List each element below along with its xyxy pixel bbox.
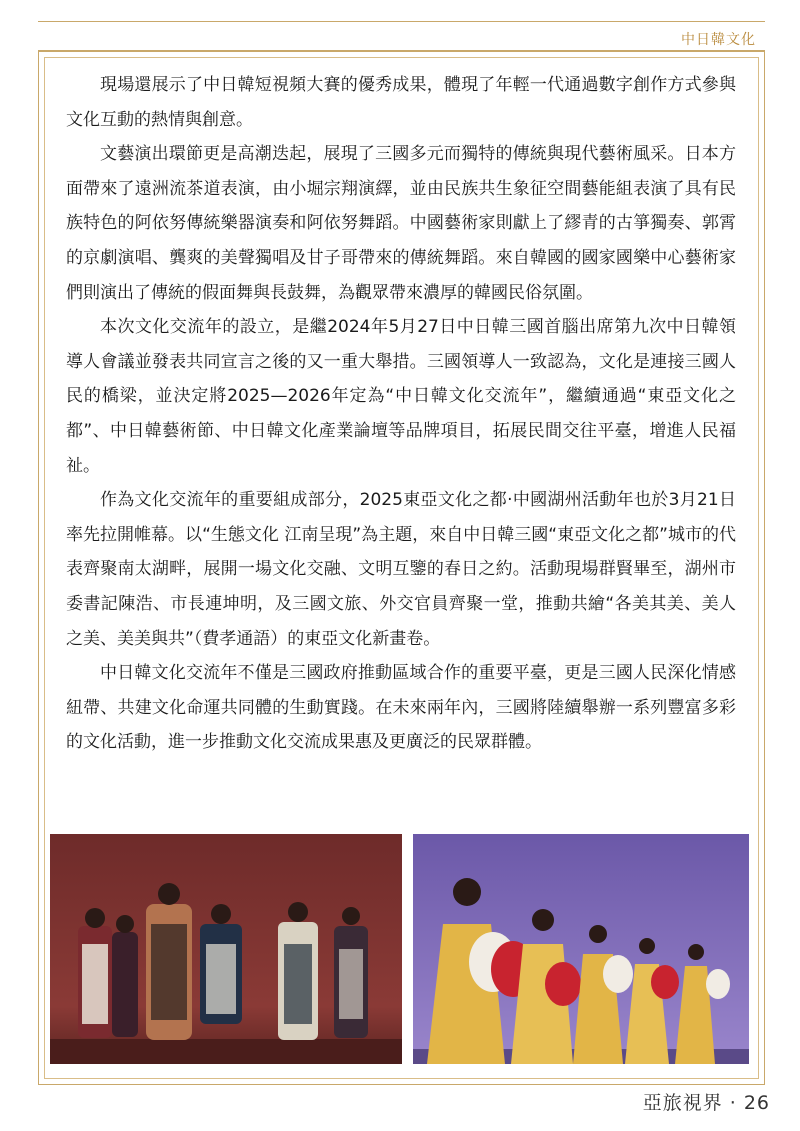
janggu-dance-photo (413, 834, 749, 1064)
paragraph: 中日韓文化交流年不僅是三國政府推動區域合作的重要平臺，更是三國人民深化情感紐帶、共建文化命運共同體的生動實踐。在未來兩年內，三國將陸續舉辦一系列豐富多彩的文化活動，進一步推動文化交流成果惠及更廣泛的民眾群體。 (66, 663, 736, 753)
paragraph: 作為文化交流年的重要組成部分，2025東亞文化之都·中國湖州活動年也於3月21日率先拉開帷幕。以“生態文化 江南呈現”為主題，來自中日韓三國“東亞文化之都”城市的代表齊聚南太湖畔，展開一場文化交融、文明互鑒的春日之約。活動現場群賢畢至，湖州市委書記陳浩、市長連坤明，及三國文旅、外交官員齊聚一堂，推動共繪“各美其美、美人之美、美美與共”（費孝通語）的東亞文化新畫卷。 (66, 490, 736, 649)
article-body (66, 68, 736, 760)
header-top-rule (38, 21, 765, 22)
section-label: 中日韓文化 (681, 32, 756, 48)
paragraph: 本次文化交流年的設立，是繼2024年5月27日中日韓三國首腦出席第九次中日韓領導人會議並發表共同宣言之後的又一重大舉措。三國領導人一致認為，文化是連接三國人民的橋梁，並決定將2025—2026年定為“中日韓文化交流年”，繼續通過“東亞文化之都”、中日韓藝術節、中日韓文化產業論壇等品牌項目，拓展民間交往平臺，增進人民福祉。 (66, 317, 736, 476)
ainu-dance-photo (50, 834, 402, 1064)
page-number: 亞旅視界 · 26 (642, 1092, 770, 1114)
paragraph: 現場還展示了中日韓短視頻大賽的優秀成果，體現了年輕一代通過數字創作方式參與文化互動的熱情與創意。 (66, 75, 736, 130)
paragraph: 文藝演出環節更是高潮迭起，展現了三國多元而獨特的傳統與現代藝術風采。日本方面帶來了遠洲流茶道表演，由小堀宗翔演繹，並由民族共生象征空間藝能組表演了具有民族特色的阿依努傳統樂器演奏和阿依努舞蹈。中國藝術家則獻上了繆青的古箏獨奏、郭霄的京劇演唱、龔爽的美聲獨唱及甘子哥帶來的傳統舞蹈。來自韓國的國家國樂中心藝術家們則演出了傳統的假面舞與長鼓舞，為觀眾帶來濃厚的韓國民俗氛圍。 (66, 144, 736, 303)
